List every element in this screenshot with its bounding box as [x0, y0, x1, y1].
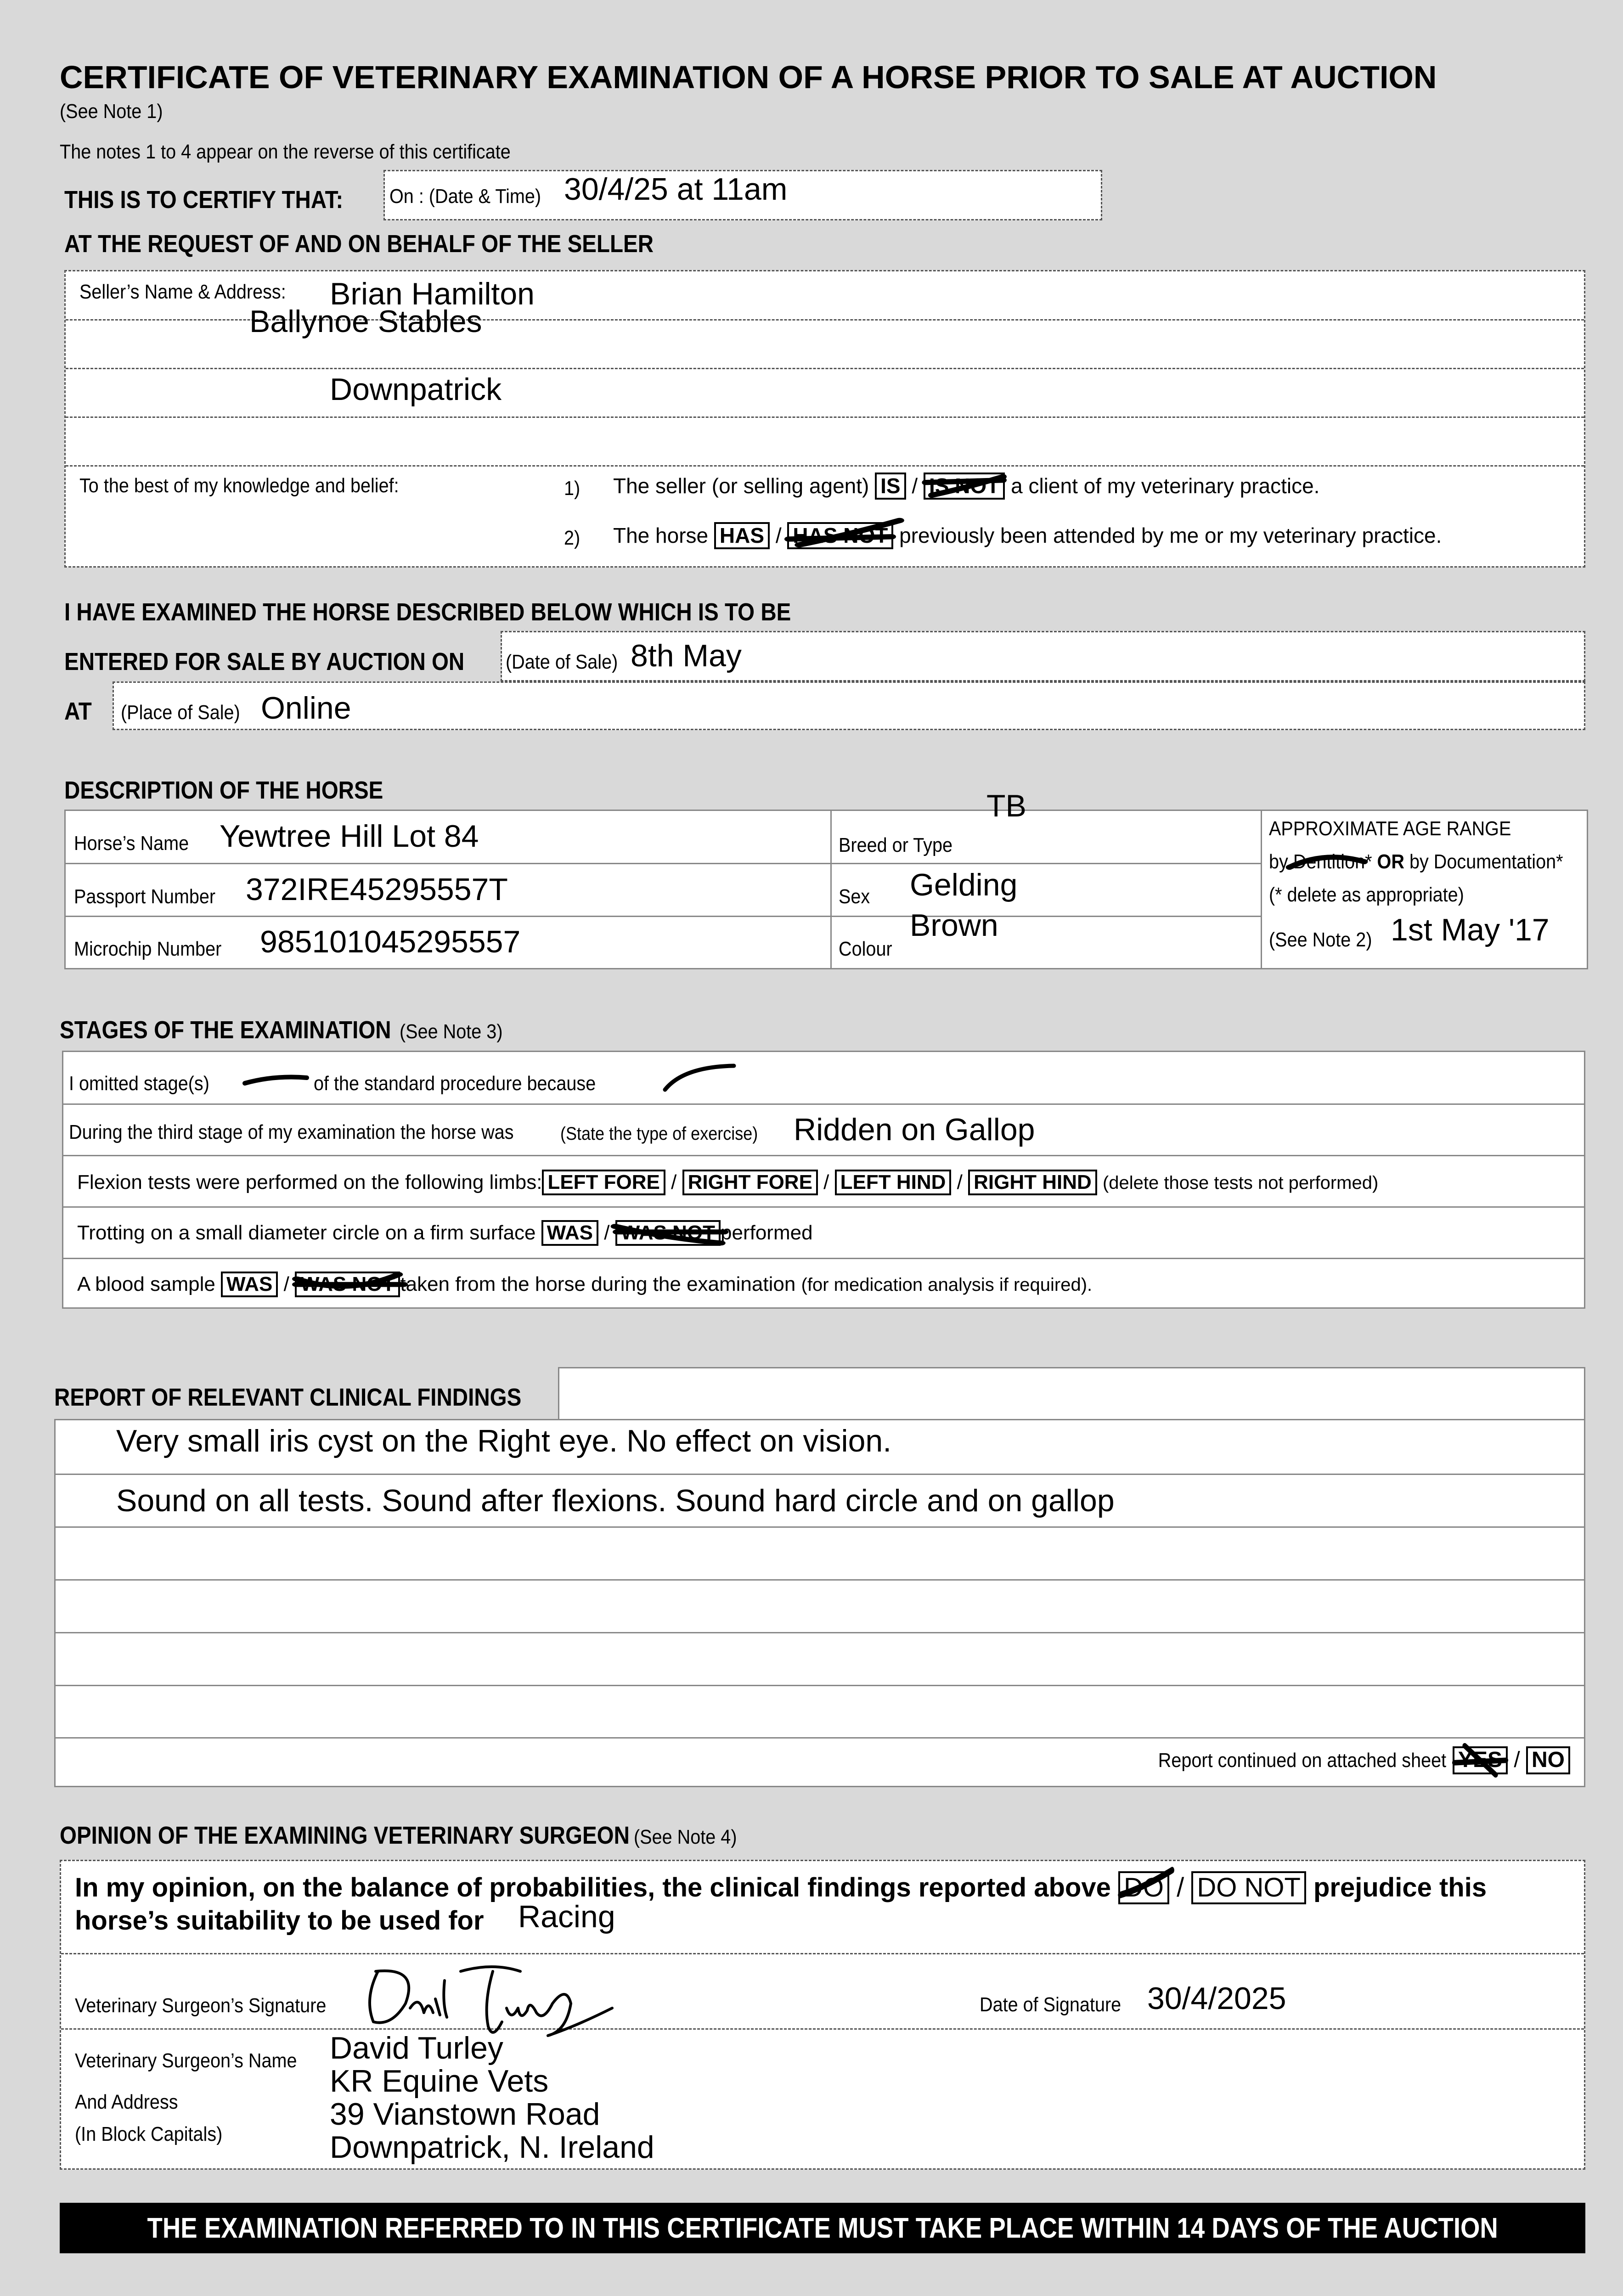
flexion-left-hind[interactable]: LEFT HIND [835, 1170, 952, 1195]
blood-was-option[interactable]: WAS [221, 1272, 278, 1297]
statement-2 [613, 522, 1442, 549]
separator: / [283, 1273, 289, 1295]
flexion-right-fore[interactable]: RIGHT FORE [682, 1170, 818, 1195]
blood-was-not-text: WAS NOT [300, 1273, 395, 1295]
statement-2-number: 2) [564, 527, 580, 549]
strikethrough-mark [1293, 850, 1372, 873]
strikethrough-mark [297, 1273, 398, 1295]
microchip-value[interactable]: 985101045295557 [260, 924, 521, 959]
surgeon-name-value[interactable]: David Turley [330, 2031, 503, 2065]
block-capitals-label: (In Block Capitals) [75, 2123, 223, 2145]
report-heading: REPORT OF RELEVANT CLINICAL FINDINGS [54, 1384, 522, 1411]
age-documentation-option[interactable]: by Documentation* [1409, 850, 1563, 873]
blood-was-not-option[interactable] [295, 1272, 400, 1297]
opinion-text-b: prejudice this [1313, 1873, 1487, 1902]
is-not-text: IS NOT [929, 474, 1000, 498]
opinion-statement [75, 1871, 1487, 1904]
description-heading: DESCRIPTION OF THE HORSE [64, 777, 383, 804]
passport-value[interactable]: 372IRE45295557T [246, 872, 508, 907]
certify-heading: THIS IS TO CERTIFY THAT: [64, 186, 344, 214]
continued-no-option[interactable]: NO [1526, 1746, 1570, 1774]
address-label: And Address [75, 2091, 178, 2113]
trotting-performed: performed [721, 1221, 813, 1244]
exam-date-label: On : (Date & Time) [389, 185, 541, 208]
separator: / [912, 474, 918, 498]
sale-date-field[interactable] [501, 631, 1585, 681]
age-delete-note: (* delete as appropriate) [1269, 884, 1464, 906]
microchip-label: Microchip Number [74, 938, 222, 960]
is-not-option[interactable] [924, 473, 1005, 500]
separator: / [1177, 1873, 1184, 1902]
opinion-title: OPINION OF THE EXAMINING VETERINARY SURGEON [60, 1822, 630, 1849]
strikethrough-mark [925, 474, 1003, 498]
sale-place-field[interactable] [113, 681, 1585, 730]
certificate-title: CERTIFICATE OF VETERINARY EXAMINATION OF A HORSE PRIOR TO SALE AT AUCTION [60, 59, 1437, 95]
flexion-hint: (delete those tests not performed) [1102, 1173, 1379, 1193]
sale-place-label: (Place of Sale) [121, 701, 240, 724]
age-dentition-text: Dentition* [1293, 850, 1372, 873]
sale-date-label: (Date of Sale) [506, 651, 618, 673]
age-title: APPROXIMATE AGE RANGE [1269, 817, 1511, 840]
passport-label: Passport Number [74, 885, 216, 908]
flexion-right-hind[interactable]: RIGHT HIND [968, 1170, 1097, 1195]
separator: / [1514, 1748, 1520, 1772]
third-stage-label: During the third stage of my examination the horse was [69, 1121, 514, 1143]
exam-date-field[interactable] [383, 170, 1102, 220]
separator: / [957, 1171, 963, 1193]
opinion-text-c: horse’s suitability to be used for [75, 1906, 484, 1936]
blood-text: taken from the horse during the examination [400, 1273, 796, 1295]
age-see-note: (See Note 2) [1269, 929, 1372, 951]
sale-date-value: 8th May [631, 638, 742, 673]
omitted-reason-dash [660, 1058, 743, 1094]
third-stage-hint: (State the type of exercise) [560, 1124, 758, 1144]
signature-date-value[interactable]: 30/4/2025 [1147, 1981, 1286, 2016]
flexion-label: Flexion tests were performed on the following limbs: [77, 1171, 542, 1193]
strikethrough-mark [1120, 1873, 1167, 1902]
opinion-note: (See Note 4) [634, 1826, 737, 1848]
footer-banner [60, 2203, 1585, 2253]
knowledge-label: To the best of my knowledge and belief: [79, 474, 399, 497]
signature-label: Veterinary Surgeon’s Signature [75, 1994, 327, 2017]
horse-name-value[interactable]: Yewtree Hill Lot 84 [220, 819, 479, 854]
sex-label: Sex [839, 885, 870, 908]
opinion-do-not-option[interactable]: DO NOT [1191, 1871, 1306, 1904]
statement-1 [613, 473, 1319, 500]
report-line-1[interactable]: Very small iris cyst on the Right eye. No effect on vision. [116, 1424, 892, 1458]
request-heading: AT THE REQUEST OF AND ON BEHALF OF THE SELLER [64, 230, 654, 258]
statement-2-text-a: The horse [613, 523, 709, 547]
continued-yes-option[interactable] [1453, 1746, 1508, 1774]
seller-name[interactable]: Brian Hamilton [330, 276, 535, 311]
report-continued-row [1126, 1746, 1570, 1774]
examined-heading-1: I HAVE EXAMINED THE HORSE DESCRIBED BELOW WHICH IS TO BE [64, 598, 791, 626]
stages-table [62, 1051, 1585, 1309]
age-value[interactable]: 1st May '17 [1391, 912, 1550, 947]
opinion-use-value[interactable]: Racing [518, 1899, 615, 1934]
stages-heading [60, 1016, 514, 1044]
surgeon-address-line3[interactable]: Downpatrick, N. Ireland [330, 2130, 654, 2165]
trotting-was-option[interactable]: WAS [541, 1220, 598, 1246]
seller-address-line2[interactable]: Downpatrick [330, 372, 502, 407]
age-by: by [1269, 850, 1288, 873]
breed-label: Breed or Type [839, 834, 953, 856]
surgeon-address-line2[interactable]: 39 Vianstown Road [330, 2097, 600, 2132]
horse-name-label: Horse’s Name [74, 832, 189, 855]
has-not-option[interactable] [787, 522, 893, 549]
trotting-row [77, 1220, 813, 1246]
surgeon-name-label: Veterinary Surgeon’s Name [75, 2049, 297, 2072]
strikethrough-mark [789, 524, 891, 547]
report-heading-field [558, 1367, 1585, 1420]
age-or: OR [1377, 850, 1404, 873]
seller-label: Seller’s Name & Address: [79, 281, 286, 303]
omitted-stage-dash [242, 1070, 311, 1089]
sex-value[interactable]: Gelding [910, 867, 1018, 902]
separator: / [823, 1171, 829, 1193]
trotting-label: Trotting on a small diameter circle on a firm surface [77, 1221, 536, 1244]
omitted-reason-label: of the standard procedure because [314, 1072, 596, 1095]
exam-date-value: 30/4/25 at 11am [564, 172, 788, 207]
examined-heading-2: ENTERED FOR SALE BY AUCTION ON [64, 648, 465, 675]
seller-block [64, 270, 1585, 568]
report-line-2[interactable]: Sound on all tests. Sound after flexions. Sound hard circle and on gallop [116, 1483, 1115, 1518]
is-option[interactable]: IS [875, 473, 906, 500]
opinion-heading [60, 1821, 749, 1850]
statement-2-text-b: previously been attended by me or my veterinary practice. [899, 523, 1442, 547]
blood-row [77, 1272, 1092, 1297]
separator: / [671, 1171, 677, 1193]
age-method [1269, 850, 1563, 873]
stages-title: STAGES OF THE EXAMINATION [60, 1016, 391, 1044]
at-label: AT [64, 698, 92, 725]
third-stage-value[interactable]: Ridden on Gallop [794, 1112, 1035, 1147]
continued-yes-text: YES [1458, 1748, 1502, 1772]
footer-text: THE EXAMINATION REFERRED TO IN THIS CERTIFICATE MUST TAKE PLACE WITHIN 14 DAYS OF THE AUCTION [147, 2212, 1498, 2244]
age-dentition-option[interactable] [1293, 850, 1372, 873]
opinion-do-text: DO [1123, 1873, 1164, 1902]
stages-note: (See Note 3) [400, 1020, 503, 1043]
sale-place-value: Online [261, 691, 351, 726]
separator: / [775, 523, 782, 547]
see-note-1: (See Note 1) [60, 100, 163, 123]
strikethrough-mark [617, 1222, 719, 1244]
trotting-was-not-text: WAS NOT [620, 1221, 716, 1244]
blood-label: A blood sample [77, 1273, 215, 1295]
report-table [54, 1419, 1585, 1787]
colour-value[interactable]: Brown [910, 908, 998, 943]
colour-label: Colour [839, 938, 892, 960]
opinion-text-a: In my opinion, on the balance of probabilities, the clinical findings reported above [75, 1873, 1111, 1902]
trotting-was-not-option[interactable] [615, 1220, 721, 1246]
signature-date-label: Date of Signature [980, 1993, 1121, 2016]
statement-1-number: 1) [564, 477, 580, 500]
flexion-row [77, 1170, 1378, 1195]
omitted-label: I omitted stage(s) [69, 1072, 209, 1095]
opinion-table [60, 1860, 1585, 2170]
statement-1-text-b: a client of my veterinary practice. [1011, 474, 1320, 498]
third-stage-row [69, 1121, 563, 1144]
flexion-left-fore[interactable]: LEFT FORE [542, 1170, 665, 1195]
separator: / [604, 1221, 610, 1244]
has-option[interactable]: HAS [714, 522, 770, 549]
surgeon-address-line1[interactable]: KR Equine Vets [330, 2064, 549, 2099]
breed-value[interactable]: TB [986, 788, 1026, 823]
seller-address-line1[interactable]: Ballynoe Stables [249, 304, 482, 339]
has-not-text: HAS NOT [793, 523, 888, 547]
opinion-do-option[interactable] [1118, 1871, 1169, 1904]
statement-1-text-a: The seller (or selling agent) [613, 474, 869, 498]
notes-line: The notes 1 to 4 appear on the reverse of this certificate [60, 141, 511, 163]
report-continued-label: Report continued on attached sheet [1158, 1749, 1447, 1772]
strikethrough-mark [1454, 1748, 1506, 1773]
blood-hint: (for medication analysis if required). [801, 1275, 1093, 1295]
